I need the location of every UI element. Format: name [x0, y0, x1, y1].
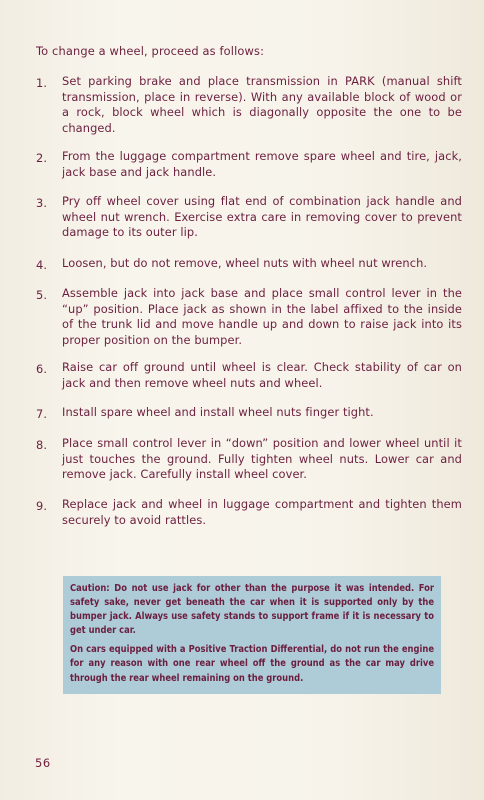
step-number: 2. [36, 151, 48, 165]
step-text: Install spare wheel and install wheel nuts finger tight. [62, 405, 374, 419]
step-text: Set parking brake and place transmission in PARK (manual shift transmission, place in reverse). With any available block of wood or a rock, block wheel which is diagonally opposite the one to be changed. [62, 74, 462, 135]
step-item [36, 286, 462, 348]
step-item [36, 256, 462, 272]
step-text: Raise car off ground until wheel is clear. Check stability of car on jack and then remove wheel nuts and wheel. [62, 360, 462, 390]
step-number: 3. [36, 196, 48, 210]
step-text: Loosen, but do not remove, wheel nuts with wheel nut wrench. [62, 256, 428, 270]
step-number: 8. [36, 438, 48, 452]
caution-box [63, 576, 441, 694]
step-number: 4. [36, 258, 48, 272]
page-number: 56 [35, 756, 51, 770]
caution-paragraph: Caution: Do not use jack for other than the purpose it was intended. For safety sake, never get beneath the car when it is supported only by the bumper jack. Always use safety stands to support frame if it is necessary to get under car. [70, 583, 434, 637]
step-number: 9. [36, 499, 48, 513]
traction-differential-paragraph: On cars equipped with a Positive Traction Differential, do not run the engine for any reason with one rear wheel off the ground as the car may drive through the rear wheel remaining on the ground. [70, 644, 434, 684]
step-item [36, 74, 462, 136]
intro-text: To change a wheel, proceed as follows: [36, 44, 265, 58]
step-text: Pry off wheel cover using flat end of combination jack handle and wheel nut wrench. Exercise extra care in removing cover to prevent damage to its outer lip. [62, 194, 462, 240]
step-item [36, 360, 462, 391]
step-number: 7. [36, 407, 48, 421]
step-item [36, 149, 462, 180]
step-number: 6. [36, 362, 48, 376]
step-number: 5. [36, 288, 48, 302]
step-number: 1. [36, 76, 48, 90]
step-item [36, 405, 462, 421]
step-text: Assemble jack into jack base and place small control lever in the “up” position. Place jack as shown in the label affixed to the inside of the trunk lid and move handle up and down to raise jack into its proper position on the bumper. [62, 286, 462, 347]
step-item [36, 194, 462, 241]
step-text: Place small control lever in “down” position and lower wheel until it just touches the ground. Fully tighten wheel nuts. Lower car and remove jack. Carefully install wheel cover. [62, 436, 462, 482]
step-item [36, 497, 462, 528]
step-text: Replace jack and wheel in luggage compartment and tighten them securely to avoid rattles. [62, 497, 462, 527]
step-text: From the luggage compartment remove spare wheel and tire, jack, jack base and jack handle. [62, 149, 462, 179]
step-item [36, 436, 462, 483]
